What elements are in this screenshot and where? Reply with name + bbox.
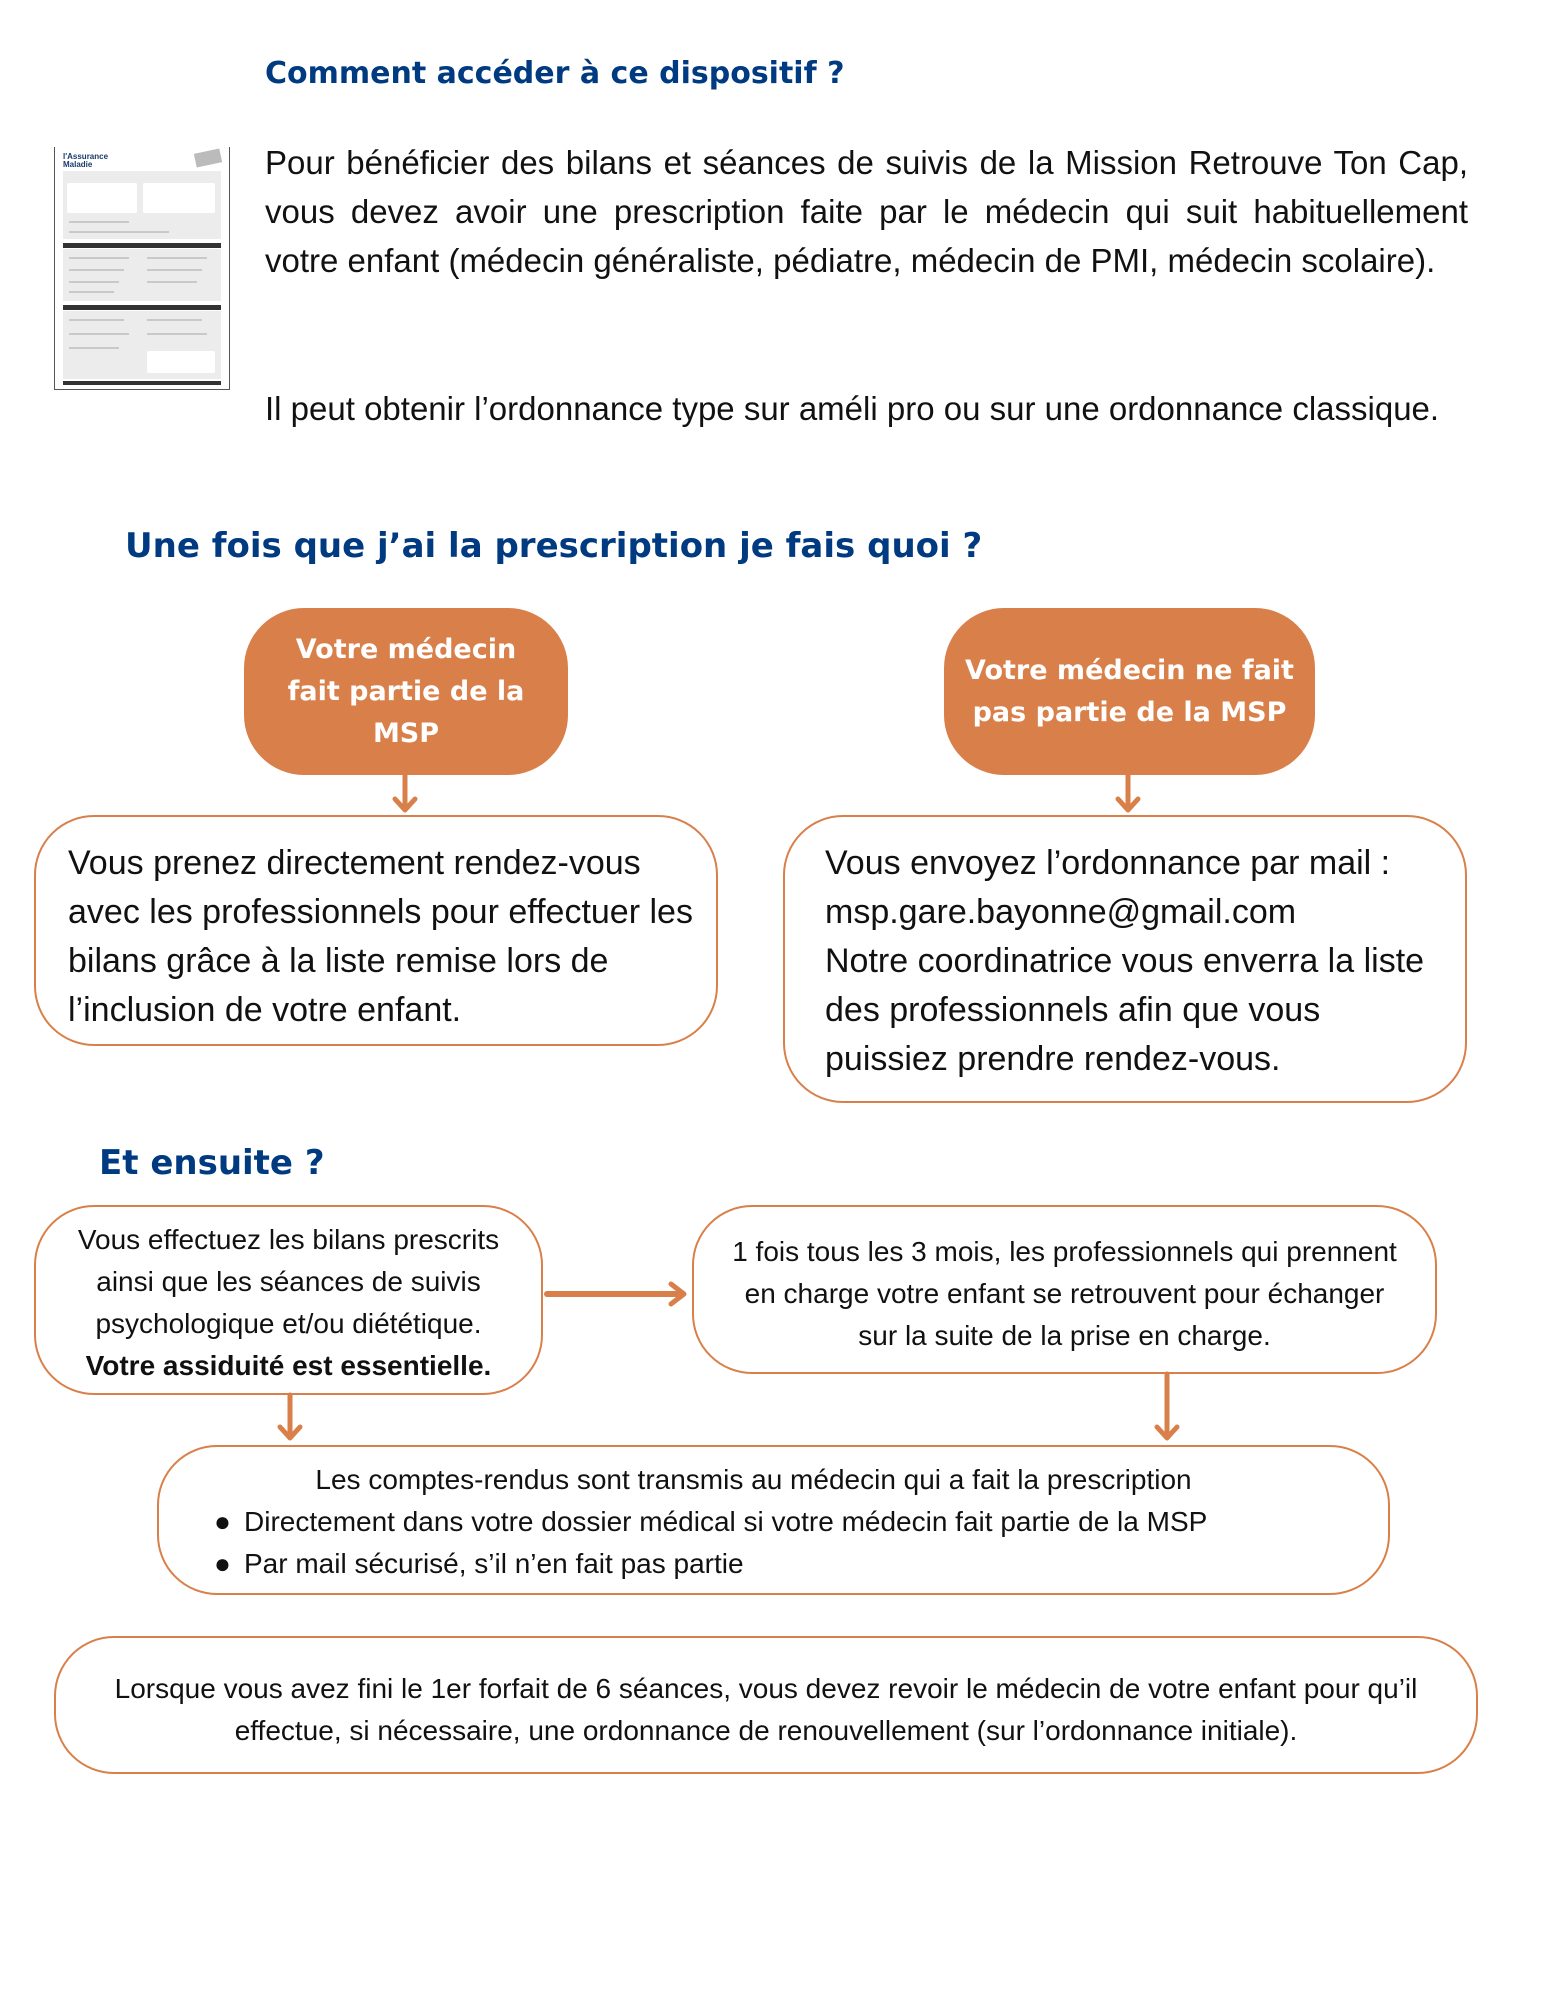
- form-patient-panel: [63, 171, 221, 239]
- email-instruction: Vous envoyez l’ordonnance par mail :: [825, 844, 1391, 882]
- arrow-down-icon: [1152, 1374, 1182, 1443]
- box-send-by-email: [783, 815, 1467, 1103]
- box-quarterly-meeting: 1 fois tous les 3 mois, les professionnels qui prennent en charge votre enfant se retrouvent pour échanger sur la suite de la prise en charge.: [692, 1205, 1437, 1374]
- box-perform-assessments: Vous effectuez les bilans prescrits ainsi que les séances de suivis psychologique et/ou diététique. Votre assiduité est essentielle.: [34, 1205, 543, 1395]
- list-item: ● Par mail sécurisé, s’il n’en fait pas partie: [214, 1543, 1388, 1585]
- assurance-maladie-logo: l'Assurance Maladie: [63, 152, 109, 169]
- form-section-bar: [63, 305, 221, 310]
- heading-and-then: Et ensuite ?: [99, 1143, 325, 1183]
- arrow-down-icon: [390, 775, 420, 815]
- ordonnance-paragraph: Il peut obtenir l’ordonnance type sur améli pro ou sur une ordonnance classique.: [265, 390, 1440, 427]
- form-initial-section: [63, 249, 221, 301]
- heading-how-to-access: Comment accéder à ce dispositif ?: [265, 56, 845, 91]
- list-item: ● Directement dans votre dossier médical si votre médecin fait partie de la MSP: [214, 1501, 1388, 1543]
- arrow-down-icon: [1113, 775, 1143, 815]
- form-renewal-section: [63, 311, 221, 379]
- access-paragraph: Pour bénéficier des bilans et séances de suivis de la Mission Retrouve Ton Cap, vous devez avoir une prescription faite par le médecin qui suit habituellement votre enfant (médecin généraliste, pédiatre, médecin de PMI, médecin scolaire).: [265, 144, 1468, 279]
- box-renewal-info: Lorsque vous avez fini le 1er forfait de 6 séances, vous devez revoir le médecin de votre enfant pour qu’il effectue, si nécessaire, une ordonnance de renouvellement (sur l’ordonnance initiale).: [54, 1636, 1478, 1774]
- box-direct-appointment: Vous prenez directement rendez-vous avec les professionnels pour effectuer les bilans grâce à la liste remise lors de l’inclusion de votre enfant.: [34, 815, 718, 1046]
- reports-list: [159, 1501, 1388, 1585]
- coordinator-text: Notre coordinatrice vous enverra la liste des professionnels afin que vous puissiez prendre rendez-vous.: [825, 942, 1425, 1078]
- bullet-icon: ●: [214, 1548, 231, 1579]
- reports-title: Les comptes-rendus sont transmis au médecin qui a fait la prescription: [315, 1464, 1192, 1495]
- stamp-icon: [194, 148, 222, 167]
- assiduity-note: Votre assiduité est essentielle.: [85, 1350, 492, 1381]
- pill-doctor-not-in-msp: Votre médecin ne fait pas partie de la MSP: [944, 608, 1315, 775]
- email-address-link[interactable]: msp.gare.bayonne@gmail.com: [825, 893, 1297, 931]
- bullet-icon: ●: [214, 1506, 231, 1537]
- pill-doctor-in-msp: Votre médecin fait partie de la MSP: [244, 608, 568, 775]
- heading-after-prescription: Une fois que j’ai la prescription je fais quoi ?: [125, 526, 983, 566]
- prescription-form-thumbnail: [54, 147, 230, 390]
- box-reports-transmitted: [157, 1445, 1390, 1595]
- arrow-right-icon: [545, 1280, 695, 1308]
- arrow-down-icon: [275, 1395, 305, 1443]
- form-section-bar: [63, 243, 221, 248]
- form-footer-bar: [63, 381, 221, 385]
